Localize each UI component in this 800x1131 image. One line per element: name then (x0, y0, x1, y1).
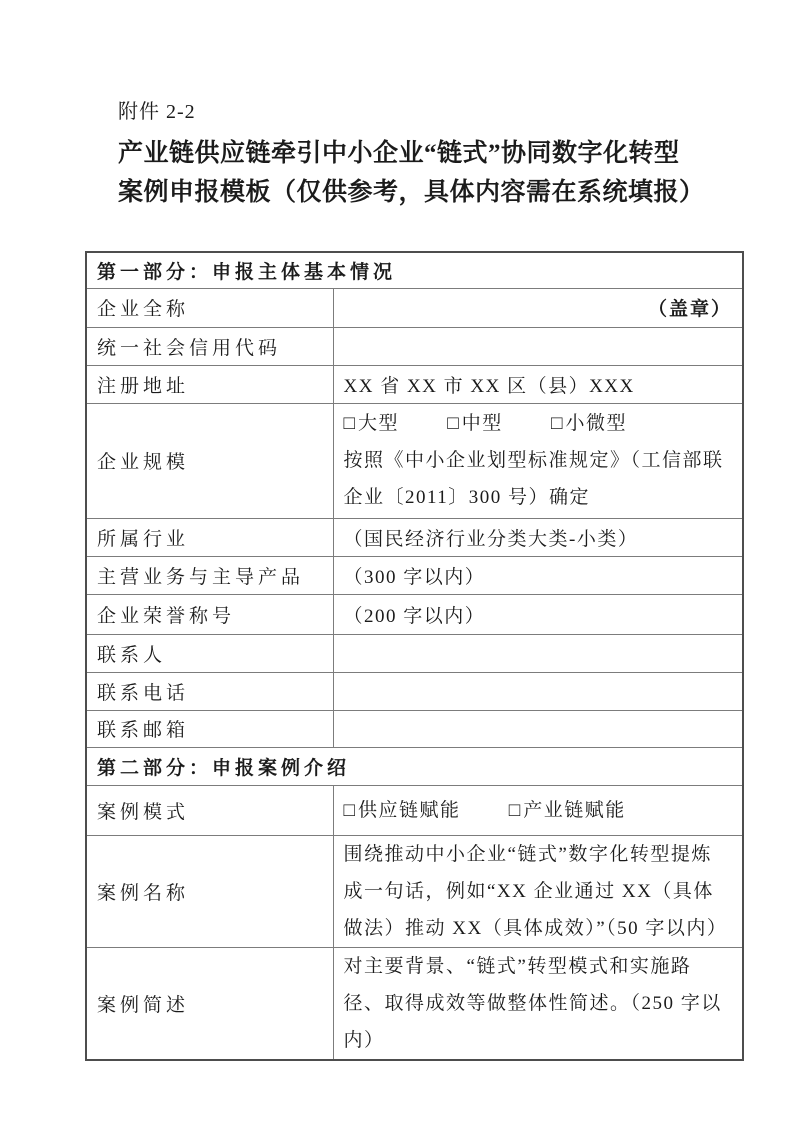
application-form-table (85, 251, 744, 1061)
scale-option-medium (447, 413, 503, 434)
stamp-note: （盖章） (647, 299, 732, 320)
case-mode-option-supply-chain (344, 800, 461, 821)
industry-value-cell: （国民经济行业分类大类-小类） (333, 518, 743, 556)
checkbox-icon: □ (447, 413, 459, 434)
row-contact-email (86, 710, 743, 747)
row-company-name (86, 288, 743, 327)
case-name-description: 围绕推动中小企业“链式”数字化转型提炼成一句话，例如“XX 企业通过 XX（具体做法）推动 XX（具体成效）”（50 字以内） (343, 843, 728, 939)
case-name-value-cell (333, 835, 743, 947)
section2-header-row (86, 747, 743, 785)
case-brief-label: 案例简述 (86, 947, 333, 1060)
industry-label: 所属行业 (86, 518, 333, 556)
section1-header-row (86, 252, 743, 288)
contact-person-label: 联系人 (86, 634, 333, 672)
main-business-value-cell: （300 字以内） (333, 556, 743, 594)
case-mode-value-cell (333, 785, 743, 835)
checkbox-icon: □ (508, 799, 521, 821)
contact-phone-label: 联系电话 (86, 672, 333, 710)
row-contact-phone (86, 672, 743, 710)
doc-title (118, 134, 758, 212)
company-name-label: 企业全称 (86, 288, 333, 327)
row-industry (86, 518, 743, 556)
scale-option-large (344, 413, 400, 434)
row-contact-person (86, 634, 743, 672)
scale-option-small-micro-label: 小微型 (565, 413, 627, 434)
section2-header: 第二部分：申报案例介绍 (86, 747, 743, 785)
honors-value-cell: （200 字以内） (333, 594, 743, 634)
address-label: 注册地址 (86, 365, 333, 403)
contact-phone-value-cell (333, 672, 743, 710)
credit-code-label: 统一社会信用代码 (86, 327, 333, 365)
honors-label: 企业荣誉称号 (86, 594, 333, 634)
case-brief-value-cell (333, 947, 743, 1060)
row-credit-code (86, 327, 743, 365)
contact-email-label: 联系邮箱 (86, 710, 333, 747)
case-mode-option-industry-chain (509, 800, 626, 821)
scale-option-small-micro (551, 413, 627, 434)
doc-title-line2: 案例申报模板（仅供参考，具体内容需在系统填报） (118, 179, 705, 206)
case-mode-label: 案例模式 (86, 785, 333, 835)
company-scale-note: 按照《中小企业划型标准规定》（工信部联企业〔2011〕300 号）确定 (343, 450, 724, 508)
section1-header: 第一部分：申报主体基本情况 (86, 252, 743, 288)
checkbox-icon: □ (343, 413, 355, 434)
row-case-mode (86, 785, 743, 835)
address-value-cell: XX 省 XX 市 XX 区（县）XXX (333, 365, 743, 403)
case-brief-description: 对主要背景、“链式”转型模式和实施路径、取得成效等做整体性简述。（250 字以内） (343, 955, 722, 1051)
attachment-label: 附件 2-2 (118, 101, 196, 123)
row-address (86, 365, 743, 403)
scale-option-medium-label: 中型 (461, 413, 503, 434)
main-business-label: 主营业务与主导产品 (86, 556, 333, 594)
row-company-scale (86, 403, 743, 518)
company-name-value-cell (333, 288, 743, 327)
case-mode-option-supply-chain-label: 供应链赋能 (357, 799, 461, 821)
case-mode-option-industry-chain-label: 产业链赋能 (523, 799, 626, 821)
contact-person-value-cell (333, 634, 743, 672)
row-main-business (86, 556, 743, 594)
contact-email-value-cell (333, 710, 743, 747)
checkbox-icon: □ (343, 799, 355, 821)
case-name-label: 案例名称 (86, 835, 333, 947)
row-honors (86, 594, 743, 634)
scale-option-large-label: 大型 (357, 413, 399, 434)
company-scale-options (344, 405, 733, 442)
company-scale-label: 企业规模 (86, 403, 333, 518)
case-mode-options (344, 792, 733, 829)
company-scale-value-cell (333, 403, 743, 518)
doc-title-line1: 产业链供应链牵引中小企业“链式”协同数字化转型 (118, 140, 680, 167)
row-case-name (86, 835, 743, 947)
credit-code-value-cell (333, 327, 743, 365)
row-case-brief (86, 947, 743, 1060)
checkbox-icon: □ (551, 413, 563, 434)
